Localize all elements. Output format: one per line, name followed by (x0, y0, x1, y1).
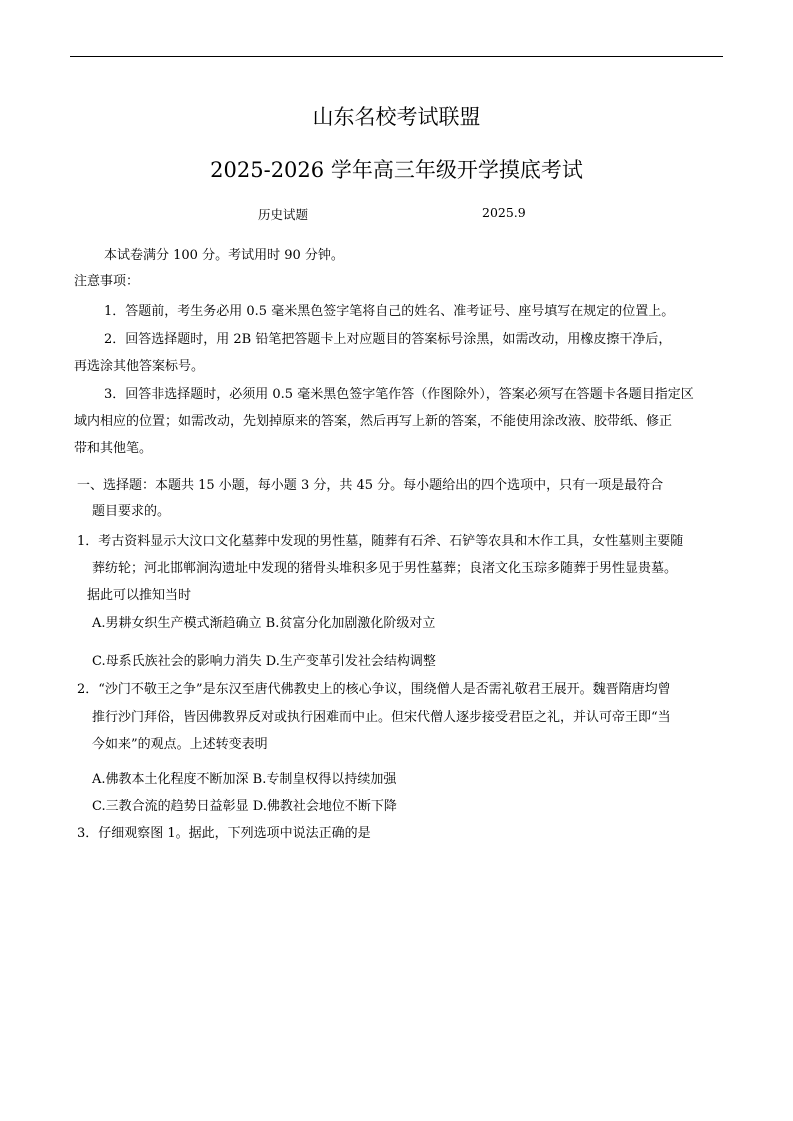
exam-date: 2025.9 (482, 205, 526, 220)
notice-item-1: 1．答题前，考生务必用 0.5 毫米黑色签字笔将自己的姓名、准考证号、座号填写在规定的位置上。 (104, 304, 675, 319)
question-2-options-ab: A.佛教本土化程度不断加深 B.专制皇权得以持续加强 (92, 772, 397, 787)
question-2-line-2: 推行沙门拜俗，皆因佛教界反对或执行困难而中止。但宋代僧人逐步接受君臣之礼，并认可帝王即“当 (92, 710, 671, 725)
header-rule (70, 56, 723, 57)
exam-title: 2025-2026 学年高三年级开学摸底考试 (210, 158, 583, 182)
intro-line: 本试卷满分 100 分。考试用时 90 分钟。 (104, 248, 344, 263)
question-2-options-cd: C.三教合流的趋势日益彰显 D.佛教社会地位不断下降 (92, 799, 397, 814)
question-3-line-1: 3．仔细观察图 1。据此，下列选项中说法正确的是 (77, 826, 371, 841)
section-heading-line-1: 一、选择题：本题共 15 小题，每小题 3 分，共 45 分。每小题给出的四个选项中，只有一项是最符合 (77, 478, 664, 493)
exam-alliance-title: 山东名校考试联盟 (312, 105, 481, 129)
question-1-options-cd: C.母系氏族社会的影响力消失 D.生产变革引发社会结构调整 (92, 654, 436, 669)
question-2-line-3: 今如来”的观点。上述转变表明 (92, 737, 268, 752)
question-1-line-1: 1．考古资料显示大汶口文化墓葬中发现的男性墓，随葬有石斧、石铲等农具和木作工具，女性墓则主要随 (77, 534, 684, 549)
question-2-line-1: 2．“沙门不敬王之争”是东汉至唐代佛教史上的核心争议，围绕僧人是否需礼敬君王展开。魏晋隋唐均曾 (77, 682, 671, 697)
notice-item-3-line-2: 域内相应的位置；如需改动，先划掉原来的答案，然后再写上新的答案，不能使用涂改液、胶带纸、修正 (74, 414, 673, 429)
question-1-line-2: 葬纺轮；河北邯郸涧沟遗址中发现的猪骨头堆积多见于男性墓葬；良渚文化玉琮多随葬于男性显贵墓。 (92, 561, 678, 576)
notice-item-2-line-1: 2．回答选择题时，用 2B 铅笔把答题卡上对应题目的答案标号涂黑，如需改动，用橡皮擦干净后， (104, 332, 672, 347)
notice-heading: 注意事项： (74, 274, 140, 289)
question-1-line-3: 据此可以推知当时 (87, 588, 192, 603)
notice-item-3-line-3: 带和其他笔。 (74, 441, 153, 456)
section-heading-line-2: 题目要求的。 (92, 504, 171, 519)
subject-label: 历史试题 (258, 207, 309, 222)
notice-item-3-line-1: 3．回答非选择题时，必须用 0.5 毫米黑色签字笔作答（作图除外），答案必须写在答题卡各题目指定区 (104, 387, 694, 402)
notice-item-2-line-2: 再选涂其他答案标号。 (74, 359, 205, 374)
question-1-options-ab: A.男耕女织生产模式渐趋确立 B.贫富分化加剧激化阶级对立 (92, 616, 436, 631)
